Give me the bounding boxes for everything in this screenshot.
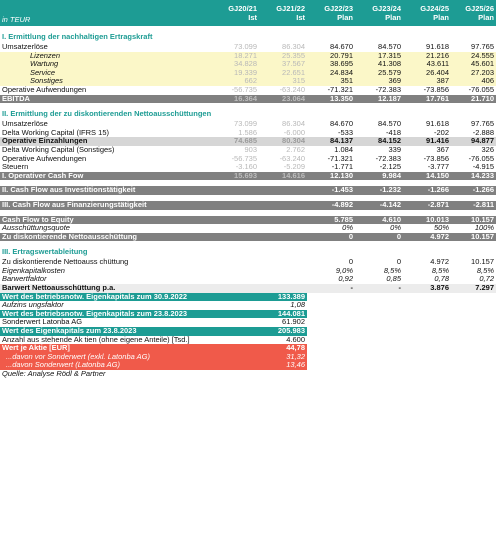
value-cell: -4.892: [307, 201, 355, 210]
value-cell: 12.130: [307, 172, 355, 181]
table-row: [0, 275, 496, 284]
row-label: Eigenkapitalkosten: [2, 266, 65, 275]
value-cell: [259, 216, 307, 225]
value-cell: 18.271: [211, 52, 259, 61]
value-cell: 0: [307, 233, 355, 242]
table-row: [0, 69, 496, 78]
value-cell: 43.611: [403, 60, 451, 69]
summary-row: [0, 353, 496, 362]
value-cell: 14.233: [451, 172, 496, 181]
value-cell: -2.125: [379, 163, 401, 172]
value-cell: 10.157: [451, 233, 496, 242]
value-cell: 20.791: [307, 52, 355, 61]
value-cell: 91.416: [403, 137, 451, 146]
summary-label: Wert des Eigenkapitals zum 23.8.2023: [0, 327, 259, 336]
summary-value: 13,46: [259, 361, 307, 370]
value-cell: 25.579: [355, 69, 403, 78]
value-cell: 1.586: [238, 128, 257, 137]
table-row: [0, 201, 496, 210]
column-year: GJ20/21: [228, 4, 257, 13]
value-cell: -1.771: [331, 163, 353, 172]
value-cell: 351: [307, 77, 355, 86]
value-cell: -63.240: [279, 154, 305, 163]
value-cell: 91.618: [426, 120, 449, 129]
column-header: [355, 0, 403, 26]
value-cell: -73.856: [423, 85, 449, 94]
value-cell: 8,5%: [476, 266, 494, 275]
summary-value: 133.389: [259, 293, 307, 302]
row-label: Operative Aufwendungen: [2, 85, 87, 94]
value-cell: [259, 275, 307, 284]
section-title-row: [0, 32, 496, 43]
value-cell: 24.555: [451, 52, 496, 61]
column-header: [211, 0, 259, 26]
value-cell: 86.304: [282, 43, 305, 51]
value-cell: 0%: [342, 224, 353, 233]
value-cell: 8,5%: [383, 266, 401, 275]
value-cell: -71.321: [327, 154, 353, 163]
value-cell: 0: [355, 233, 403, 242]
summary-label: ...davon vor Sonderwert (exkl. Latonba AG): [0, 353, 259, 362]
value-cell: 84.570: [378, 43, 401, 51]
value-cell: 25.355: [259, 52, 307, 61]
row-label: Lizenzen: [0, 52, 163, 61]
row-label: II. Cash Flow aus Investitionstätigkeit: [0, 186, 163, 195]
value-cell: 84.670: [330, 120, 353, 129]
summary-value: 61.902: [282, 318, 305, 327]
value-cell: [259, 201, 307, 210]
value-cell: 73.099: [234, 120, 257, 129]
section-title: I. Ermittlung der nachhaltigen Ertragskraft: [2, 32, 153, 42]
value-cell: -3.777: [427, 163, 449, 172]
table-row: [0, 60, 496, 69]
summary-row: [0, 361, 496, 370]
unit-label: in TEUR: [0, 0, 163, 26]
row-label: Sonstiges: [0, 77, 163, 86]
value-cell: 21.216: [403, 52, 451, 61]
value-cell: 94.877: [451, 137, 496, 146]
value-cell: -72.383: [375, 85, 401, 94]
column-kind: Ist: [248, 13, 257, 22]
row-label: Umsatzerlöse: [2, 120, 48, 129]
value-cell: [259, 224, 307, 233]
value-cell: 45.601: [451, 60, 496, 69]
value-cell: -72.383: [375, 154, 401, 163]
source-row: [0, 370, 496, 379]
value-cell: 80.304: [259, 137, 307, 146]
value-cell: [259, 186, 307, 195]
summary-row: [0, 327, 496, 336]
value-cell: -2.888: [472, 128, 494, 137]
value-cell: 10.157: [471, 258, 494, 267]
value-cell: 37.567: [259, 60, 307, 69]
value-cell: [211, 258, 259, 267]
value-cell: 38.695: [307, 60, 355, 69]
value-cell: 19.339: [211, 69, 259, 78]
value-cell: 15.693: [211, 172, 259, 181]
summary-row: [0, 344, 496, 353]
table-row: [0, 163, 496, 172]
value-cell: 23.064: [259, 95, 307, 104]
value-cell: 10.157: [451, 216, 496, 225]
value-cell: 367: [436, 145, 449, 154]
value-cell: 24.834: [307, 69, 355, 78]
value-cell: [211, 275, 259, 284]
row-label: Delta Working Capital (IFRS 15): [2, 128, 109, 137]
value-cell: 84.152: [355, 137, 403, 146]
table-row: [0, 258, 496, 267]
value-cell: 17.315: [355, 52, 403, 61]
summary-value: 144.081: [259, 310, 307, 319]
value-cell: [211, 201, 259, 210]
column-year: GJ25/26: [465, 4, 494, 13]
source-note: Quelle: Analyse Rödl & Partner: [2, 370, 106, 378]
section-title: II. Ermittlung der zu diskontierenden Nettoausschüttungen: [2, 109, 212, 119]
value-cell: 0: [348, 258, 353, 267]
summary-label: Wert des betriebsnotw. Eigenkapitals zum 23.8.2023: [0, 310, 259, 319]
value-cell: 9.984: [355, 172, 403, 181]
table-row: [0, 267, 496, 276]
summary-label: Sonderwert Latonba AG: [2, 318, 83, 327]
row-label: Zu diskontierende Nettoauss chüttung: [2, 258, 129, 267]
table-row: [0, 86, 496, 95]
table-row: [0, 284, 496, 293]
column-header: [307, 0, 355, 26]
value-cell: -: [355, 284, 403, 293]
value-cell: -71.321: [327, 85, 353, 94]
value-cell: 4.610: [355, 216, 403, 225]
row-label: Operative Einzahlungen: [0, 137, 163, 146]
section-title: III. Ertragswertableitung: [2, 247, 88, 257]
value-cell: -5.209: [283, 163, 305, 172]
table-row: [0, 216, 496, 225]
value-cell: [259, 267, 307, 276]
value-cell: 17.761: [403, 95, 451, 104]
column-kind: Plan: [385, 13, 401, 22]
value-cell: 1.084: [334, 145, 353, 154]
value-cell: 21.710: [451, 95, 496, 104]
table-row: [0, 224, 496, 233]
summary-label: ...davon Sonderwert (Latonba AG): [0, 361, 259, 370]
value-cell: 41.308: [355, 60, 403, 69]
row-label: Ausschüttungsquote: [2, 224, 70, 233]
table-row: [0, 95, 496, 104]
value-cell: 7.297: [451, 284, 496, 293]
value-cell: 14.150: [403, 172, 451, 181]
value-cell: 26.404: [403, 69, 451, 78]
value-cell: 27.203: [451, 69, 496, 78]
table-row: [0, 186, 496, 195]
value-cell: 9,0%: [335, 266, 353, 275]
value-cell: 0%: [390, 224, 401, 233]
value-cell: 84.670: [330, 43, 353, 51]
value-cell: [211, 267, 259, 276]
value-cell: [259, 258, 307, 267]
value-cell: -418: [385, 128, 401, 137]
summary-label: Wert des betriebsnotw. Eigenkapitals zum 30.9.2022: [0, 293, 259, 302]
value-cell: -1.232: [355, 186, 403, 195]
row-label: III. Cash Flow aus Finanzierungstätigkeit: [0, 201, 163, 210]
value-cell: 10.013: [403, 216, 451, 225]
value-cell: -1.266: [451, 186, 496, 195]
value-cell: 4.972: [403, 233, 451, 242]
value-cell: 13.350: [307, 95, 355, 104]
summary-row: [0, 293, 496, 302]
value-cell: -4.142: [355, 201, 403, 210]
value-cell: 4.972: [430, 258, 449, 267]
row-label: Cash Flow to Equity: [0, 216, 163, 225]
summary-value: 4.600: [286, 335, 305, 344]
row-label: Barwertfaktor: [2, 275, 47, 284]
value-cell: 86.304: [282, 120, 305, 129]
summary-label: Anzahl aus stehende Ak tien (ohne eigene Anteile) [Tsd.]: [2, 335, 190, 344]
value-cell: 97.765: [471, 43, 494, 51]
value-cell: 315: [259, 77, 307, 86]
value-cell: [211, 224, 259, 233]
value-cell: 91.618: [426, 43, 449, 51]
value-cell: -2.871: [403, 201, 451, 210]
value-cell: -1.453: [307, 186, 355, 195]
row-label: Steuern: [2, 163, 29, 172]
value-cell: -76.055: [468, 85, 494, 94]
value-cell: 339: [388, 145, 401, 154]
column-year: GJ21/22: [276, 4, 305, 13]
value-cell: -: [307, 284, 355, 293]
value-cell: 5.785: [307, 216, 355, 225]
row-label: I. Operativer Cash Fow: [0, 172, 163, 181]
value-cell: 406: [451, 77, 496, 86]
summary-row: [0, 310, 496, 319]
value-cell: 3.876: [403, 284, 451, 293]
value-cell: 0,85: [386, 275, 401, 284]
value-cell: -76.055: [468, 154, 494, 163]
table-row: [0, 77, 496, 86]
value-cell: 74.685: [211, 137, 259, 146]
value-cell: -56.735: [231, 154, 257, 163]
column-kind: Plan: [433, 13, 449, 22]
table-row: [0, 172, 496, 181]
value-cell: 34.828: [211, 60, 259, 69]
column-kind: Plan: [337, 13, 353, 22]
value-cell: [211, 233, 259, 242]
summary-label: Aufzins ungsfaktor: [2, 301, 64, 310]
value-cell: -202: [433, 128, 449, 137]
value-cell: 14.616: [259, 172, 307, 181]
table-row: [0, 137, 496, 146]
column-kind: Plan: [478, 13, 494, 22]
value-cell: -56.735: [231, 85, 257, 94]
value-cell: [211, 216, 259, 225]
value-cell: -1.266: [403, 186, 451, 195]
table-row: [0, 155, 496, 164]
table-row: [0, 43, 496, 52]
value-cell: -4.915: [472, 163, 494, 172]
row-label: Zu diskontierende Nettoausschüttung: [0, 233, 163, 242]
summary-row: [0, 301, 496, 310]
value-cell: 2.762: [286, 145, 305, 154]
summary-value: 44,78: [259, 344, 307, 353]
section-title-row: [0, 109, 496, 120]
row-label: Barwert Nettoausschüttung p.a.: [0, 284, 163, 293]
column-year: GJ22/23: [324, 4, 353, 13]
row-label: Service: [0, 69, 163, 78]
table-row: [0, 52, 496, 61]
section-title-row: [0, 247, 496, 258]
value-cell: 387: [403, 77, 451, 86]
value-cell: -533: [337, 128, 353, 137]
value-cell: 662: [211, 77, 259, 86]
value-cell: 326: [481, 145, 494, 154]
value-cell: 100%: [474, 224, 494, 233]
value-cell: 369: [355, 77, 403, 86]
column-kind: Ist: [296, 13, 305, 22]
column-header: [451, 0, 496, 26]
value-cell: 0,92: [338, 275, 353, 284]
value-cell: 0: [396, 258, 401, 267]
summary-value: 1,08: [290, 301, 305, 310]
value-cell: [259, 233, 307, 242]
value-cell: -63.240: [279, 85, 305, 94]
value-cell: -73.856: [423, 154, 449, 163]
value-cell: -3.160: [235, 163, 257, 172]
value-cell: 0,78: [434, 275, 449, 284]
column-header: [403, 0, 451, 26]
value-cell: 22.651: [259, 69, 307, 78]
row-label: EBITDA: [0, 95, 163, 104]
summary-value: 205.983: [259, 327, 307, 336]
summary-value: 31,32: [259, 353, 307, 362]
value-cell: 8,5%: [431, 266, 449, 275]
table-row: [0, 233, 496, 242]
value-cell: 903: [244, 145, 257, 154]
value-cell: 12.187: [355, 95, 403, 104]
value-cell: [211, 284, 259, 293]
value-cell: 73.099: [234, 43, 257, 51]
summary-label: Wert je Aktie [EUR]: [0, 344, 259, 353]
value-cell: [259, 284, 307, 293]
value-cell: 84.137: [307, 137, 355, 146]
table-header: [0, 0, 496, 26]
value-cell: 16.364: [211, 95, 259, 104]
table-row: [0, 129, 496, 138]
column-year: GJ24/25: [420, 4, 449, 13]
column-year: GJ23/24: [372, 4, 401, 13]
value-cell: 50%: [433, 224, 449, 233]
value-cell: -2.811: [451, 201, 496, 210]
value-cell: 84.570: [378, 120, 401, 129]
value-cell: 97.765: [471, 120, 494, 129]
value-cell: -6.000: [283, 128, 305, 137]
row-label: Umsatzerlöse: [2, 43, 48, 51]
summary-row: [0, 318, 496, 327]
value-cell: [211, 186, 259, 195]
table-row: [0, 120, 496, 129]
column-header: [259, 0, 307, 26]
value-cell: 0,72: [479, 275, 494, 284]
row-label: Wartung: [0, 60, 163, 69]
summary-row: [0, 336, 496, 345]
row-label: Operative Aufwendungen: [2, 154, 87, 163]
table-row: [0, 146, 496, 155]
row-label: Delta Working Capital (Sonstiges): [2, 145, 115, 154]
